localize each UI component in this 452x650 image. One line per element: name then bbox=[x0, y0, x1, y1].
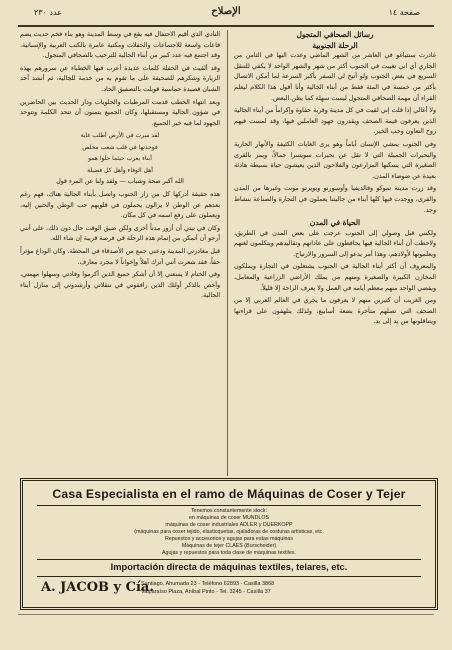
section-subheading: الحياة في المدن bbox=[309, 218, 361, 228]
verse-line: فوجدتها في قلب شعب مخلص bbox=[82, 143, 158, 151]
article-paragraph: غادرت سنتياغو في العاشر من الشهر الماضي وعدت اليها في الثامن من الجاري أي اني تغيبت في الجنوب أكثر من شهر والشهر الواحد لا يكفي للتنقل السريع في بعض الجنوب ولو أتيح لي السفر بأكبر السرعة لما أمكن الاتصال بأكثر من خمسة في المئة فقط من أبناء الجالية وأنا أقول هذا الكلام ليعلم القراء أن مهمة الصحافي المتجول ليست سهلة كما يظن البعض. bbox=[234, 52, 436, 102]
page-number: صفحة ١٤ bbox=[388, 8, 420, 17]
ad-line: en máquinas de coser MUNDLOS bbox=[188, 515, 270, 521]
article-subtitle: الرحلة الجنوبية bbox=[312, 40, 358, 50]
article-paragraph: ولا أغالي إذا قلت إني لقيت في كل مدينة وقرية حفاوة وإكراماً من أبناء الجالية الذين يعرفون قيمة الصحف ويقدرون جهود العاملين فيها، وقد لمست فيهم روح التعاون وحب الخير. bbox=[234, 107, 436, 136]
issue-number: عدد ٢٣٠ bbox=[34, 8, 62, 17]
ad-address-valparaiso: Valparaíso Plaza, Aníbal Pinto - Tel. 3245 - Casilla 37 bbox=[141, 589, 271, 595]
advertisement-box bbox=[20, 478, 438, 610]
ad-line: Máquinas de tejer CLAES (Burscheider) bbox=[181, 543, 277, 549]
newspaper-title: الإصلاح bbox=[211, 6, 241, 17]
ad-line: Tenemos constantemente stock: bbox=[191, 508, 267, 514]
ad-divider bbox=[37, 576, 421, 577]
header-rule bbox=[18, 25, 434, 27]
verse-line: أبناء يعرب حيثما حلوا همو bbox=[88, 155, 152, 163]
ad-headline: Casa Especialista en el ramo de Máquinas de Coser y Tejer bbox=[52, 487, 406, 501]
ad-line: (máquinas para coser tejido, elasticquetas, ojaladoras de costuras artísticas, etc. bbox=[134, 529, 324, 535]
article-paragraph: هذه حقيقة أدركها كل من زار الجنوب واتصل بأبناء الجالية هناك، فهم رغم بعدهم عن الوطن لا يزالون يحملون في قلوبهم حب الوطن والحنين إليه، ويعملون على رفع اسمه في كل مكان. bbox=[20, 190, 220, 220]
ad-subheadline: Importación directa de máquinas textiles, telares, etc. bbox=[110, 562, 348, 572]
ad-address-santiago: Santiago, Ahumada 23 - Teléfono 62893 - Casilla 3868 bbox=[141, 581, 275, 587]
article-paragraph: وبعد انتهاء الخطب قدمت المرطبات والحلويات ودار الحديث بين الحاضرين في شؤون الجالية ومستقبلها، وكان الجميع يتمنون أن تتحد الكلمة وتتوحد الجهود لما فيه خير الجميع. bbox=[20, 98, 220, 127]
article-paragraph: وفي الجنوب يمشي الإنسان أياماً وهو يرى الغابات الكثيفة والأنهار الجارية والبحيرات الجميلة التي لا تقل عن بحيرات سويسرا جمالاً، ويمر بالقرى الصغيرة التي يسكنها المزارعون والفلاحون الذين يعيشون حياة بسيطة هادئة بعيدة عن ضوضاء المدن. bbox=[234, 140, 436, 180]
verse-caption: الله أكبر صحة وشباب — ولقد ولنا عن المرء قول bbox=[56, 178, 184, 186]
article-paragraph: وقد ألقيت في الحفلة كلمات عديدة أعرب فيها الخطباء عن سرورهم بهذه الزيارة وشكرهم للصحيفة على ما تقوم به من خدمة للجالية، ثم أنشد أحد الشبان قصيدة حماسية قوبلت بالتصفيق الحاد. bbox=[20, 64, 220, 93]
verse-line: أهل الوفاء وأهل كل فضيلة bbox=[87, 166, 153, 174]
article-paragraph: النادي الذي أقيم الاحتفال فيه يقع في وسط المدينة وهو بناء فخم حديث يضم قاعات واسعة للاجتماعات والحفلات ومكتبة عامرة بالكتب العربية والإسبانية، وقد اجتمع فيه عدد كبير من أبناء الجالية للترحيب بالصحافي المتجول. bbox=[20, 31, 220, 60]
article-paragraph: والمعروف أن أكثر أبناء الجالية في الجنوب يشتغلون في التجارة ويملكون المخازن الكبيرة والصغيرة ومنهم من يملك الأراضي الزراعية والمعامل، ويقضي الواحد منهم معظم أيامه في العمل ولا يعرف الراحة إلا قليلاً. bbox=[234, 263, 436, 292]
column-divider bbox=[227, 30, 228, 476]
ad-divider bbox=[37, 559, 421, 560]
article-paragraph: وقد زرت مدينة تموكو وفالديفيا وأوسورنو وبويرتو مونت وغيرها من المدن والقرى، ووجدت فيها كلها أبناء من جاليتنا يعملون في التجارة والصناعة بنشاط وجد. bbox=[234, 185, 436, 214]
footer-rule bbox=[18, 614, 434, 615]
ad-line: máquinas de coser industriales ADLER y DUERKOPP bbox=[165, 522, 293, 528]
page-header bbox=[12, 4, 440, 24]
article-paragraph: ولكنني قبل وصولي إلى الجنوب عرجت على بعض المدن في الطريق، ولاحظت أن أبناء الجالية فيها يحافظون على عاداتهم وتقاليدهم ويتكلمون لغتهم ويعلمونها لأولادهم، وهذا أمر يدعو إلى السرور والارتياح. bbox=[234, 229, 436, 258]
article-paragraph: قبل مغادرتي المدينة ودعني جمع من الأصدقاء في المحطة، وكان الوداع مؤثراً حقاً، فقد شعرت أنني أترك أهلاً وإخواناً لا مجرد معارف. bbox=[20, 247, 220, 266]
ad-divider bbox=[37, 505, 421, 506]
article-paragraph: ومن الغريب أن كثيرين منهم لا يعرفون ما يجري في العالم العربي إلا من الصحف التي تصلهم متأخرة بضعة أسابيع، ولذلك يتلهفون على قراءتها ويتناقلونها من يد إلى يد. bbox=[234, 297, 436, 326]
article-paragraph: وكان في نيتي أن أزور مدناً أخرى ولكن ضيق الوقت حال دون ذلك، على أنني أرجو أن أتمكن من إتمام هذه الرحلة في فرصة قريبة إن شاء الله. bbox=[20, 224, 220, 243]
right-column bbox=[234, 30, 436, 476]
ad-line: Repuestos y accesorios y agujas para estas máquinas bbox=[164, 536, 294, 542]
article-heading: رسائل الصحافي المتجول bbox=[296, 30, 374, 39]
verse-line: لقد سرت في الأرض أطلب غاية bbox=[80, 132, 160, 140]
left-column bbox=[20, 30, 220, 476]
ad-address bbox=[141, 580, 274, 596]
article-paragraph: وفي الختام لا يسعني إلا أن أشكر جميع الذين أكرموا وفادتي وسهلوا مهمتي، وأخص بالذكر أولئك الذين رافقوني في تنقلاتي وأرشدوني إلى منازل أبناء الجالية. bbox=[20, 271, 220, 300]
ad-line: Agujas y repuestos para toda clase de máquinas textiles. bbox=[162, 550, 296, 556]
ad-firm-name: A. JACOB y Cía. bbox=[41, 580, 154, 595]
